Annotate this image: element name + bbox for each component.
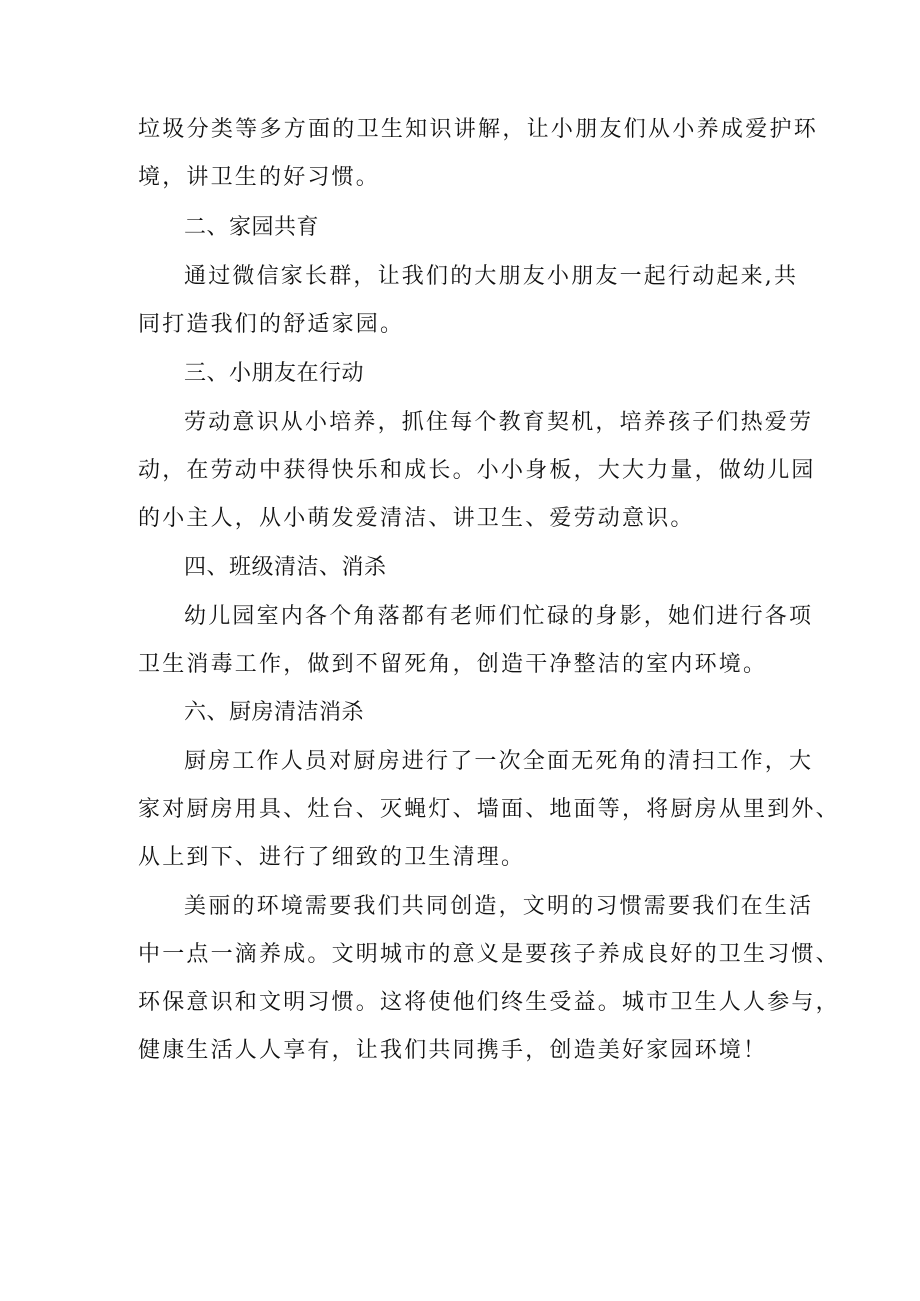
paragraph-line: 中一点一滴养成。文明城市的意义是要孩子养成良好的卫生习惯、 (138, 942, 840, 967)
paragraph-line: 的小主人，从小萌发爱清洁、讲卫生、爱劳动意识。 (138, 506, 695, 531)
section-heading-6: 六、厨房清洁消杀 (184, 700, 365, 725)
paragraph-line: 健康生活人人享有，让我们共同携手，创造美好家园环境！ (138, 1038, 768, 1063)
paragraph-line: 动，在劳动中获得快乐和成长。小小身板，大大力量，做幼儿园 (138, 458, 816, 483)
paragraph-line: 厨房工作人员对厨房进行了一次全面无死角的清扫工作，大 (184, 749, 814, 774)
paragraph-line: 垃圾分类等多方面的卫生知识讲解，让小朋友们从小养成爱护环 (138, 117, 818, 142)
section-heading-4: 四、班级清洁、消杀 (184, 555, 387, 580)
paragraph-line: 环保意识和文明习惯。这将使他们终生受益。城市卫生人人参与， (138, 990, 840, 1015)
paragraph-line: 卫生消毒工作，做到不留死角，创造干净整洁的室内环境。 (138, 652, 768, 677)
paragraph-line: 从上到下、进行了细致的卫生清理。 (138, 845, 526, 870)
paragraph-line: 同打造我们的舒适家园。 (138, 312, 405, 337)
paragraph-line: 境，讲卫生的好习惯。 (138, 165, 381, 190)
paragraph-line: 家对厨房用具、灶台、灭蝇灯、墙面、地面等，将厨房从里到外、 (138, 797, 840, 822)
paragraph-line: 劳动意识从小培养，抓住每个教育契机，培养孩子们热爱劳 (184, 410, 814, 435)
section-heading-3: 三、小朋友在行动 (184, 361, 365, 386)
paragraph-line: 通过微信家长群，让我们的大朋友小朋友一起行动起来,共 (184, 264, 799, 289)
section-heading-2: 二、家园共育 (184, 215, 320, 240)
paragraph-line: 美丽的环境需要我们共同创造，文明的习惯需要我们在生活 (184, 894, 814, 919)
paragraph-line: 幼儿园室内各个角落都有老师们忙碌的身影，她们进行各项 (184, 604, 814, 629)
